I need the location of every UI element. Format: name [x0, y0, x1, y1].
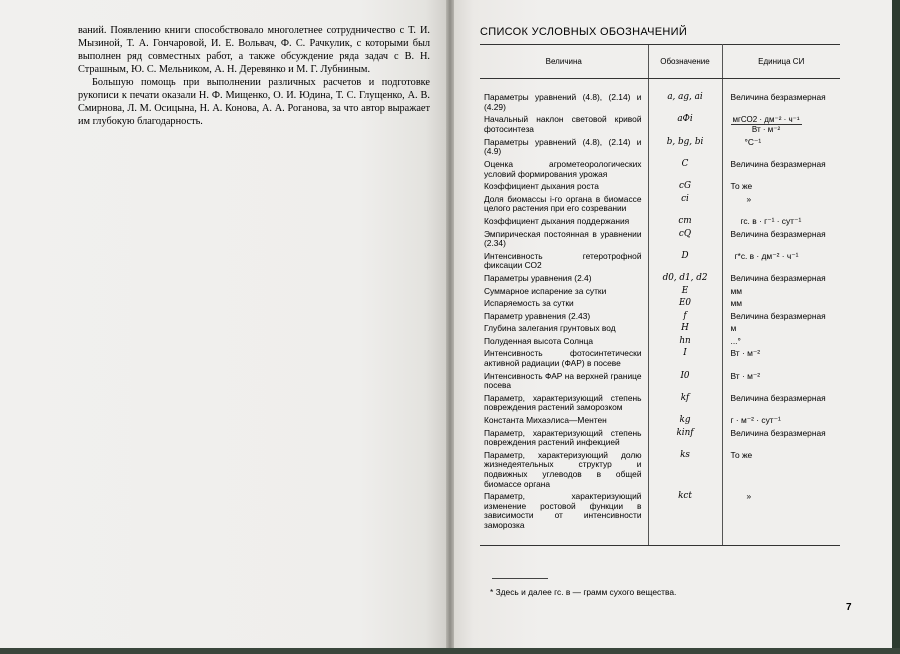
row-quantity: Доля биомассы i-го органа в биомассе целого растения при его созревании [484, 193, 642, 214]
row-quantity: Параметр, характеризующий изменение ростовой функции в зависимости от интенсивности заморозка [480, 492, 648, 545]
row-quantity: Параметр, характеризующий степень повреждения растений инфекцией [484, 427, 642, 448]
row-symbol: I [648, 349, 722, 371]
row-symbol: cQ [648, 230, 722, 252]
table-row [480, 252, 840, 274]
row-symbol: kf [648, 394, 722, 416]
row-symbol: hn [648, 337, 722, 350]
header-quantity: Величина [480, 45, 648, 79]
row-unit: гс. в · г⁻¹ · сут⁻¹ [740, 215, 802, 226]
row-symbol: C [648, 160, 722, 182]
table-row [480, 79, 840, 116]
row-quantity: Интенсивность фотосинтетически активной радиации (ФАР) в посеве [484, 348, 642, 369]
row-quantity: Параметр, характеризующий долю жизнедеятельных структур и подвижных углеводов в общей биомассе органа [484, 449, 642, 489]
table-row [480, 451, 840, 492]
table-row [480, 394, 840, 416]
row-quantity: Начальный наклон световой кривой фотосинтеза [484, 114, 642, 134]
row-symbol: d0, d1, d2 [648, 274, 722, 287]
table-header-row [480, 45, 840, 79]
row-symbol: b, bg, bi [648, 138, 722, 160]
row-unit: г*с. в · дм⁻² · ч⁻¹ [734, 250, 799, 261]
row-unit: Величина безразмерная [730, 310, 826, 321]
row-quantity: Интенсивность гетеротрофной фиксации СО2 [484, 250, 642, 271]
row-unit: Величина безразмерная [730, 272, 826, 283]
row-unit: мм [730, 285, 743, 296]
unit-fraction [731, 115, 802, 134]
row-symbol: cG [648, 182, 722, 195]
row-symbol: cm [648, 217, 722, 230]
table-row [480, 274, 840, 287]
row-unit: То же [730, 181, 753, 192]
row-quantity: Интенсивность ФАР на верхней границе посева [484, 370, 642, 391]
row-quantity: Параметры уравнений (4.8), (2.14) и (4.29) [484, 92, 642, 112]
header-symbol: Обозначение [648, 45, 722, 79]
row-quantity: Параметр, характеризующий степень повреждения растений заморозком [484, 392, 642, 413]
row-symbol: f [648, 312, 722, 325]
table-row [480, 182, 840, 195]
page-number: 7 [846, 602, 852, 613]
row-unit: ...° [730, 335, 741, 346]
row-quantity: Параметры уравнения (2.4) [484, 272, 592, 283]
row-symbol: D [648, 252, 722, 274]
table-row [480, 416, 840, 429]
unit-denominator: Вт · м⁻² [751, 125, 781, 135]
row-unit: Вт · м⁻² [730, 348, 761, 359]
table-row [480, 492, 840, 545]
table-row [480, 324, 840, 337]
row-symbol: E0 [648, 299, 722, 312]
table-row [480, 349, 840, 371]
notation-table [480, 44, 840, 546]
row-symbol: H [648, 324, 722, 337]
left-paragraph-2: Большую помощь при выполнении различных расчетов и подготовке рукописи к печати оказали Н. Ф. Мищенко, О. И. Юдина, Т. С. Глущенко, А. В. Смирнова, Л. М. Осицына, Н. А. Конова, А. А. Роганова, за что автор выражает им глубокую благодарность. [78, 77, 430, 127]
table-row [480, 115, 840, 138]
row-symbol: kct [648, 492, 722, 545]
row-unit: мм [730, 298, 743, 309]
row-unit: » [746, 193, 752, 204]
table-row [480, 230, 840, 252]
row-symbol: ks [648, 451, 722, 492]
row-unit: Величина безразмерная [730, 158, 826, 169]
unit-numerator: мгСО2 · дм⁻² · ч⁻¹ [732, 115, 800, 125]
row-unit: °С⁻¹ [744, 136, 762, 147]
row-symbol: kinf [648, 429, 722, 451]
footnote-rule [492, 578, 548, 579]
table-row [480, 138, 840, 160]
table-row [480, 372, 840, 394]
row-symbol: a, ag, ai [648, 79, 722, 116]
row-quantity: Полуденная высота Солнца [484, 335, 594, 346]
row-quantity: Эмпирическая постоянная в уравнении (2.34) [484, 228, 642, 249]
notation-table-wrap [480, 44, 840, 546]
book-gutter [446, 0, 454, 650]
table-row [480, 217, 840, 230]
row-quantity: Коэффициент дыхания роста [484, 181, 599, 192]
footnote: * Здесь и далее гс. в — грамм сухого вещества. [490, 587, 677, 597]
table-row [480, 429, 840, 451]
table-row [480, 160, 840, 182]
cover-edge [892, 0, 900, 654]
row-symbol: ci [648, 195, 722, 217]
bottom-edge [0, 648, 900, 654]
row-unit: Величина безразмерная [730, 228, 826, 239]
row-unit [722, 115, 840, 138]
row-unit: Величина безразмерная [730, 392, 826, 403]
row-unit: То же [730, 449, 753, 460]
row-unit: » [722, 492, 840, 545]
row-unit: м [730, 323, 737, 334]
row-quantity: Параметр уравнения (2.43) [484, 310, 591, 321]
row-unit: Вт · м⁻² [730, 370, 761, 381]
row-unit: г · м⁻² · сут⁻¹ [730, 415, 781, 426]
page-title: СПИСОК УСЛОВНЫХ ОБОЗНАЧЕНИЙ [480, 26, 688, 38]
row-quantity: Глубина залегания грунтовых вод [484, 323, 616, 334]
row-symbol: E [648, 287, 722, 300]
row-symbol: kg [648, 416, 722, 429]
header-unit: Единица СИ [722, 45, 840, 79]
row-unit: Величина безразмерная [730, 427, 826, 438]
row-quantity: Испаряемость за сутки [484, 298, 574, 309]
row-symbol: I0 [648, 372, 722, 394]
row-symbol: aФi [648, 115, 722, 138]
row-quantity: Параметры уравнений (4.8), (2.14) и (4.9) [484, 136, 642, 157]
table-row [480, 299, 840, 312]
row-quantity: Коэффициент дыхания поддержания [484, 215, 630, 226]
row-quantity: Оценка агрометеорологических условий формирования урожая [484, 158, 642, 179]
row-unit: Величина безразмерная [730, 92, 826, 102]
row-quantity: Константа Михаэлиса—Ментен [484, 415, 607, 426]
table-row [480, 195, 840, 217]
left-page-text [78, 24, 430, 128]
left-paragraph-1: ваний. Появлению книги способствовало многолетнее сотрудничество с Т. И. Мызиной, Т. А. Гончаровой, И. Е. Вольвач, Ф. С. Рачкулик, с которыми был выполнен ряд совместных работ, а также обсуждение ряда задач с В. Н. Страшным, Ю. С. Мельником, А. Н. Деревянко и М. Г. Лубниным. [78, 25, 430, 75]
row-quantity: Суммарное испарение за сутки [484, 285, 607, 296]
